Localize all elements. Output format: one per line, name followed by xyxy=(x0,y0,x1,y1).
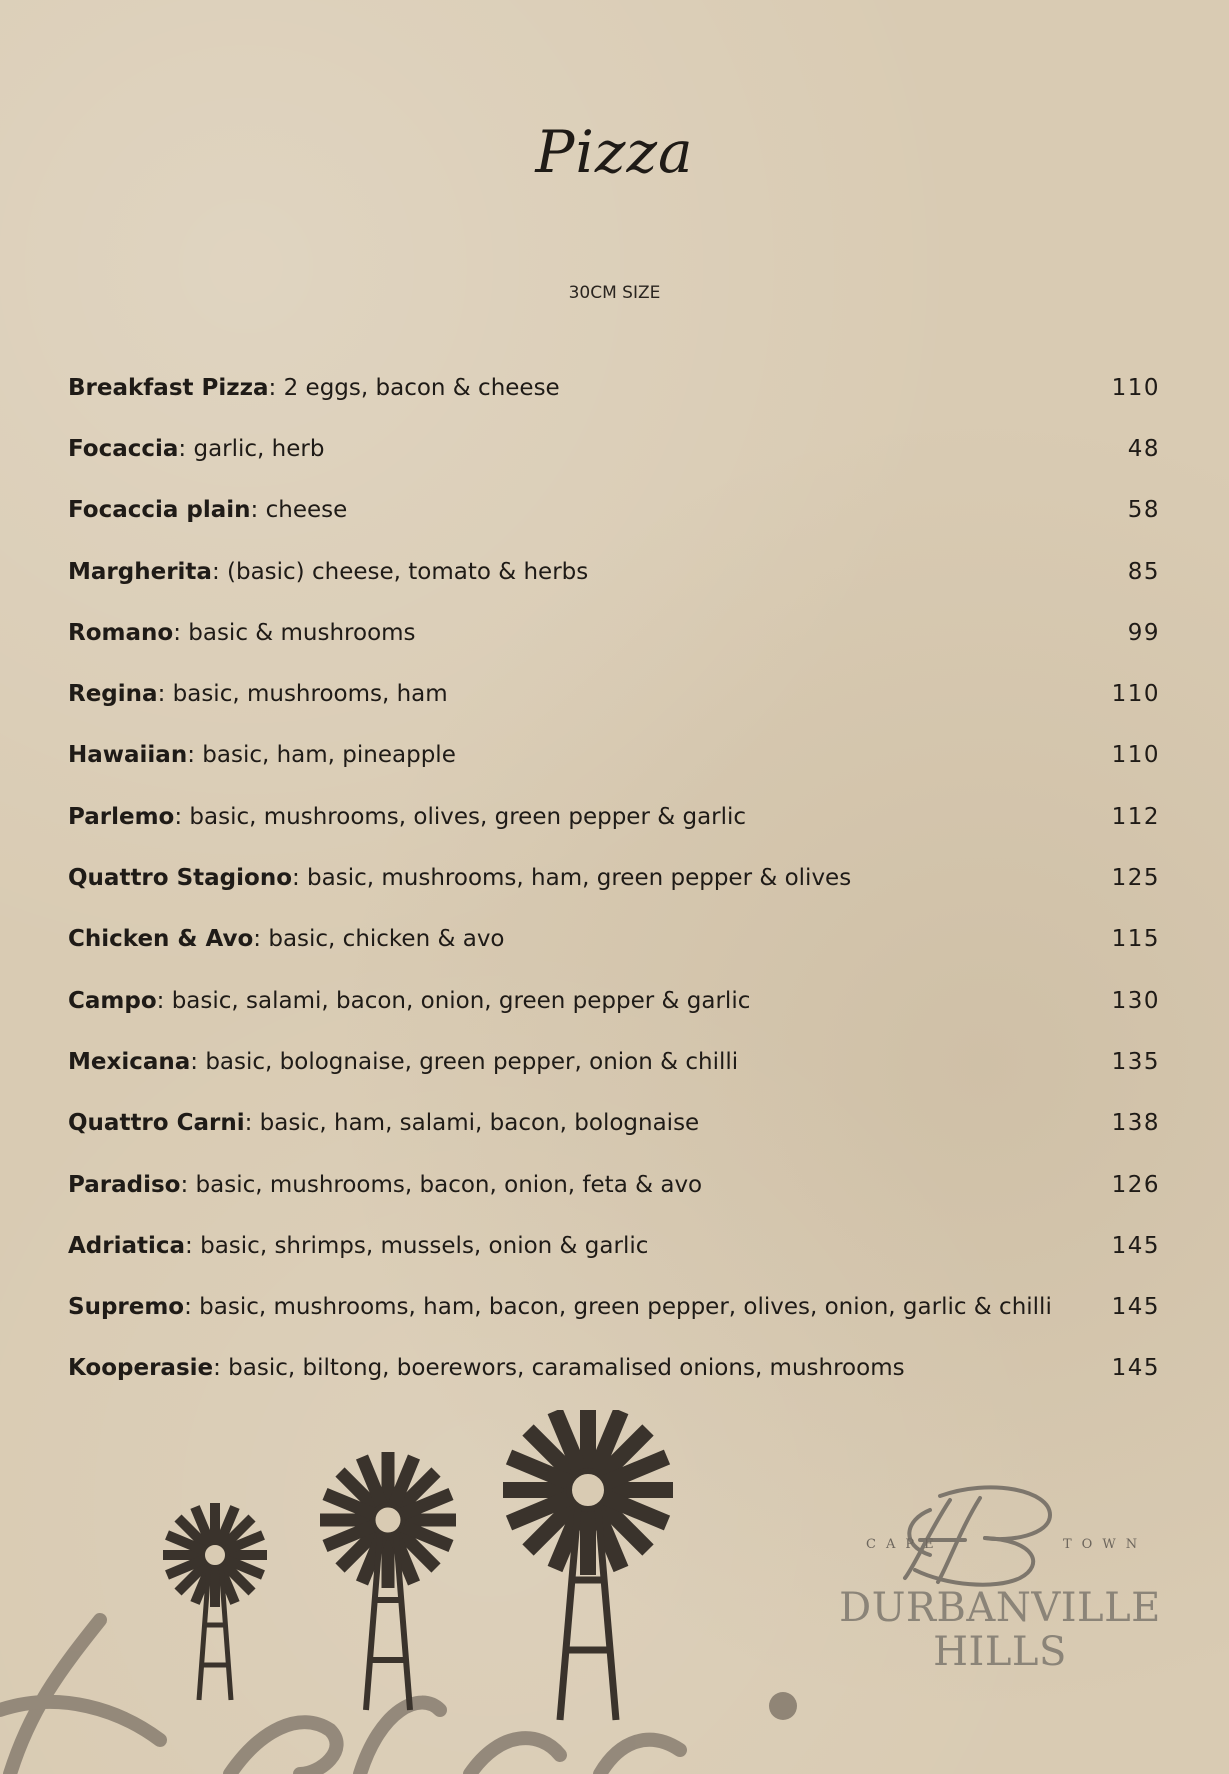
menu-item xyxy=(68,1154,1160,1215)
menu-item-name: Paradiso xyxy=(68,1171,181,1198)
menu-item-name: Focaccia plain xyxy=(68,497,251,524)
menu-item-text xyxy=(68,1355,905,1381)
menu-item-text xyxy=(68,1049,738,1075)
menu-item-description: : basic, ham, pineapple xyxy=(187,742,456,769)
script-dot xyxy=(769,1692,797,1720)
menu-item-text xyxy=(68,559,588,585)
menu-item-text xyxy=(68,804,746,830)
menu-item-price: 85 xyxy=(1127,558,1160,585)
menu-item xyxy=(68,909,1160,970)
menu-item-description: : basic, mushrooms, olives, green pepper & garlic xyxy=(174,803,747,830)
menu-item-text xyxy=(68,436,324,462)
menu-item-price: 58 xyxy=(1127,497,1160,524)
menu-item-name: Quattro Stagiono xyxy=(68,865,292,892)
menu-item xyxy=(68,663,1160,724)
menu-item-text xyxy=(68,1172,702,1198)
page-title: Pizza xyxy=(535,118,694,186)
menu-item-description: : cheese xyxy=(250,497,348,524)
menu-item-description: : basic, shrimps, mussels, onion & garlic xyxy=(185,1232,649,1259)
menu-item-price: 138 xyxy=(1111,1110,1160,1137)
menu-item-name: Hawaiian xyxy=(68,742,188,769)
menu-item-price: 48 xyxy=(1127,435,1160,462)
menu-item-price: 145 xyxy=(1111,1355,1160,1382)
menu-item-description: : basic, biltong, boerewors, caramalised onions, mushrooms xyxy=(213,1355,905,1382)
menu-item-text xyxy=(68,1110,699,1136)
pizza-menu-list xyxy=(68,357,1160,1399)
menu-item-description: : basic & mushrooms xyxy=(173,619,416,646)
menu-item-name: Kooperasie xyxy=(68,1355,214,1382)
menu-item-price: 145 xyxy=(1111,1294,1160,1321)
menu-item-description: : basic, mushrooms, ham, bacon, green pepper, olives, onion, garlic & chilli xyxy=(184,1294,1052,1321)
windmill-small xyxy=(163,1503,267,1700)
menu-item-text xyxy=(68,620,416,646)
menu-item-text xyxy=(68,988,750,1014)
menu-item-text xyxy=(68,497,347,523)
menu-item-text xyxy=(68,742,456,768)
menu-item-price: 110 xyxy=(1111,681,1160,708)
menu-item xyxy=(68,418,1160,479)
menu-item-name: Adriatica xyxy=(68,1232,186,1259)
menu-item xyxy=(68,1276,1160,1337)
menu-item-name: Parlemo xyxy=(68,803,175,830)
menu-item-description: : 2 eggs, bacon & cheese xyxy=(268,374,560,401)
menu-item xyxy=(68,1215,1160,1276)
menu-item-name: Regina xyxy=(68,681,158,708)
menu-item xyxy=(68,786,1160,847)
menu-item-name: Margherita xyxy=(68,558,212,585)
menu-item xyxy=(68,847,1160,908)
windmill-medium xyxy=(320,1452,456,1710)
menu-item-price: 99 xyxy=(1127,619,1160,646)
menu-item-text xyxy=(68,926,505,952)
menu-item-name: Campo xyxy=(68,987,157,1014)
script-watermark xyxy=(0,1620,680,1774)
menu-item-price: 115 xyxy=(1111,926,1160,953)
menu-item-text xyxy=(68,375,560,401)
menu-item-description: : basic, mushrooms, ham, green pepper & olives xyxy=(292,865,852,892)
windmill-large xyxy=(503,1410,673,1720)
menu-item-text xyxy=(68,681,448,707)
menu-item xyxy=(68,602,1160,663)
menu-item-price: 112 xyxy=(1111,803,1160,830)
menu-item-description: : basic, mushrooms, bacon, onion, feta & avo xyxy=(180,1171,703,1198)
menu-item-price: 135 xyxy=(1111,1048,1160,1075)
menu-item-description: : basic, chicken & avo xyxy=(253,926,505,953)
menu-item-description: : garlic, herb xyxy=(178,435,325,462)
menu-item-price: 145 xyxy=(1111,1232,1160,1259)
menu-item-name: Mexicana xyxy=(68,1048,191,1075)
logo-cape-label: CAPE xyxy=(866,1537,944,1552)
menu-item-description: : basic, mushrooms, ham xyxy=(157,681,448,708)
menu-item-price: 110 xyxy=(1111,374,1160,401)
menu-item-description: : basic, ham, salami, bacon, bolognaise xyxy=(244,1110,700,1137)
menu-item-name: Focaccia xyxy=(68,435,179,462)
logo-brand-line1: DURBANVILLE xyxy=(839,1585,1161,1631)
menu-item xyxy=(68,1338,1160,1399)
menu-item-name: Chicken & Avo xyxy=(68,926,254,953)
menu-item xyxy=(68,357,1160,418)
menu-item-price: 126 xyxy=(1111,1171,1160,1198)
logo-town-label: TOWN xyxy=(1063,1537,1148,1552)
menu-item-name: Supremo xyxy=(68,1294,185,1321)
menu-item xyxy=(68,541,1160,602)
menu-item-price: 125 xyxy=(1111,865,1160,892)
logo-brand-line2: HILLS xyxy=(933,1629,1067,1675)
menu-item xyxy=(68,1093,1160,1154)
menu-item-price: 110 xyxy=(1111,742,1160,769)
menu-item-name: Breakfast Pizza xyxy=(68,374,269,401)
menu-item xyxy=(68,480,1160,541)
logo-brand-name xyxy=(800,1586,1200,1674)
menu-item xyxy=(68,725,1160,786)
menu-item-text xyxy=(68,1233,648,1259)
size-note: 30CM SIZE xyxy=(568,283,661,303)
menu-item-description: : basic, bolognaise, green pepper, onion & chilli xyxy=(190,1048,739,1075)
menu-item-description: : (basic) cheese, tomato & herbs xyxy=(211,558,589,585)
menu-item-name: Quattro Carni xyxy=(68,1110,245,1137)
menu-item-price: 130 xyxy=(1111,987,1160,1014)
menu-item xyxy=(68,970,1160,1031)
menu-item-name: Romano xyxy=(68,619,174,646)
menu-item-text xyxy=(68,1294,1052,1320)
menu-item xyxy=(68,1031,1160,1092)
menu-item-description: : basic, salami, bacon, onion, green pepper & garlic xyxy=(156,987,751,1014)
menu-item-text xyxy=(68,865,851,891)
